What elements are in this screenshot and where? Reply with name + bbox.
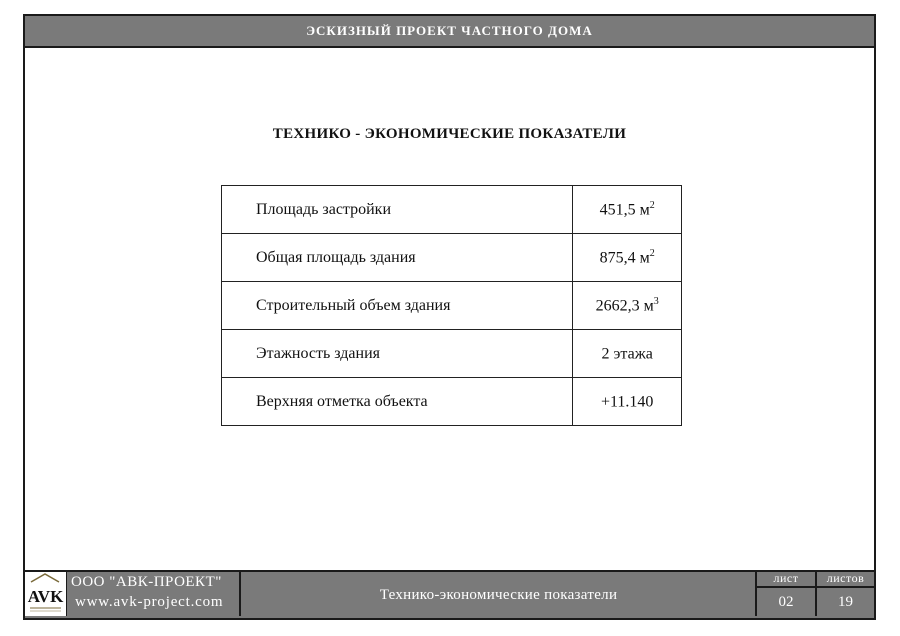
- title-block: [25, 570, 874, 618]
- table-row: [222, 186, 682, 234]
- sheets-total-cell: [817, 572, 874, 616]
- section-title: ТЕХНИКО - ЭКОНОМИЧЕСКИЕ ПОКАЗАТЕЛИ: [272, 126, 627, 142]
- company-name: ООО "АВК-ПРОЕКТ": [71, 574, 222, 590]
- company-website[interactable]: www.avk-project.com: [75, 594, 224, 610]
- title-bar: [25, 16, 874, 48]
- row-value: 2662,3 $м^3$: [573, 282, 682, 330]
- sheets-total: 19: [838, 594, 853, 610]
- logo-text: AVK: [27, 587, 64, 606]
- project-title: ЭСКИЗНЫЙ ПРОЕКТ ЧАСТНОГО ДОМА: [306, 23, 593, 38]
- row-label: Этажность здания: [222, 330, 573, 378]
- table-row: [222, 330, 682, 378]
- row-label: Площадь застройки: [222, 186, 573, 234]
- row-value: 875,4 $м^2$: [573, 234, 682, 282]
- sheets-label: листов: [817, 572, 874, 588]
- avk-logo: [25, 572, 67, 616]
- sheet-number: 02: [778, 594, 794, 610]
- row-label: Строительный объем здания: [222, 282, 573, 330]
- table-row: [222, 234, 682, 282]
- row-value: 451,5 $м^2$: [573, 186, 682, 234]
- row-value: 2 этажа: [573, 330, 682, 378]
- row-label: Верхняя отметка объекта: [222, 378, 573, 426]
- drawing-frame: [23, 14, 876, 620]
- avk-logo-icon: [25, 572, 66, 616]
- table-row: [222, 282, 682, 330]
- company-block: [67, 572, 241, 616]
- sheet-number-cell: [757, 572, 817, 616]
- indicators-table: [221, 185, 682, 426]
- table-row: [222, 378, 682, 426]
- row-value: +11.140: [573, 378, 682, 426]
- sheet-label: лист: [757, 572, 815, 588]
- row-label: Общая площадь здания: [222, 234, 573, 282]
- sheet-title: Технико-экономические показатели: [242, 572, 757, 616]
